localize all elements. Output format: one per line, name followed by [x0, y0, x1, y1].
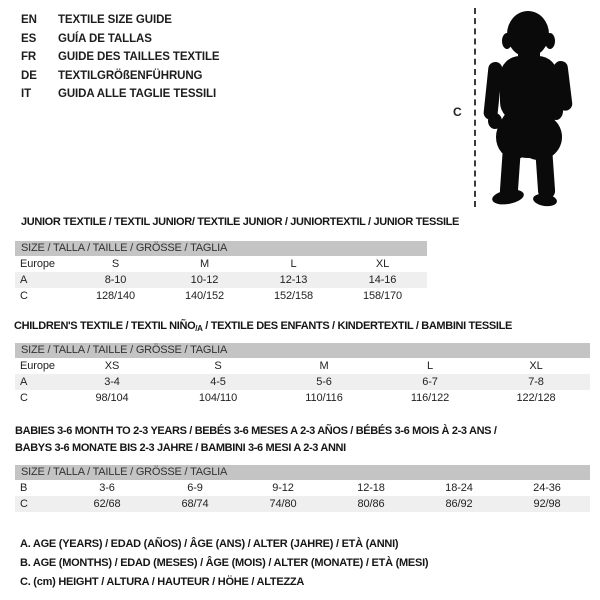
- lang-label-es: GUÍA DE TALLAS: [58, 32, 152, 45]
- children-title-pre: CHILDREN'S TEXTILE / TEXTIL NIÑO: [14, 320, 196, 332]
- cell: 122/128: [516, 392, 556, 404]
- cell: 3-6: [99, 482, 115, 494]
- children-section-title: [14, 320, 512, 333]
- row-label: A: [20, 274, 28, 286]
- cell: 68/74: [181, 498, 209, 510]
- row-label: C: [20, 498, 28, 510]
- cell: 74/80: [269, 498, 297, 510]
- cell: 9-12: [272, 482, 294, 494]
- junior-size-header: SIZE / TALLA / TAILLE / GRÖSSE / TAGLIA: [15, 241, 427, 256]
- cell: 80/86: [357, 498, 385, 510]
- table-row: [15, 272, 427, 288]
- row-label: C: [20, 392, 28, 404]
- row-label: C: [20, 290, 28, 302]
- cell: XL: [529, 360, 543, 372]
- lang-label-it: GUIDA ALLE TAGLIE TESSILI: [58, 88, 217, 101]
- cell: 12-13: [279, 274, 308, 286]
- cell: L: [290, 258, 297, 270]
- table-row: [15, 480, 590, 496]
- cell: 12-18: [357, 482, 385, 494]
- table-row: [15, 256, 427, 272]
- cell: 10-12: [190, 274, 219, 286]
- note-height-cm: C. (cm) HEIGHT / ALTURA / HAUTEUR / HÖHE / ALTEZZA: [20, 576, 305, 588]
- children-title-sub: /A: [195, 324, 203, 333]
- cell: 116/122: [410, 392, 450, 404]
- row-label: A: [20, 376, 28, 388]
- lang-row-it: [21, 85, 220, 104]
- cell: 152/158: [273, 290, 314, 302]
- lang-row-fr: [21, 48, 220, 67]
- lang-code-fr: FR: [21, 51, 37, 64]
- cell: M: [199, 258, 210, 270]
- language-legend: [21, 11, 220, 104]
- lang-code-de: DE: [21, 69, 37, 82]
- cell: 128/140: [95, 290, 136, 302]
- junior-size-table: [15, 241, 427, 304]
- cell: 86/92: [445, 498, 473, 510]
- table-row: [15, 390, 590, 406]
- cell: L: [426, 360, 434, 372]
- lang-row-es: [21, 30, 220, 49]
- table-row: [15, 374, 590, 390]
- cell: 92/98: [533, 498, 561, 510]
- cell: 6-9: [187, 482, 203, 494]
- row-label: Europe: [20, 258, 55, 270]
- height-dashed-line: [474, 8, 476, 207]
- cell: 6-7: [422, 376, 438, 388]
- height-marker-label: C: [453, 105, 462, 119]
- cell: 5-6: [316, 376, 332, 388]
- babies-section-title-line1: BABIES 3-6 MONTH TO 2-3 YEARS / BEBÉS 3-6 MESES A 2-3 AÑOS / BÉBÉS 3-6 MOIS À 2-3 ANS /: [15, 425, 497, 437]
- cell: 62/68: [93, 498, 121, 510]
- lang-label-en: TEXTILE SIZE GUIDE: [58, 14, 172, 26]
- cell: 98/104: [95, 392, 129, 404]
- cell: M: [319, 360, 329, 372]
- note-age-years: A. AGE (YEARS) / EDAD (AÑOS) / ÂGE (ANS) / ALTER (JAHRE) / ETÀ (ANNI): [20, 538, 399, 550]
- lang-row-de: [21, 67, 220, 86]
- toddler-silhouette-icon: [482, 5, 574, 207]
- children-size-table: [15, 343, 590, 406]
- lang-code-en: EN: [21, 14, 37, 26]
- junior-section-title: JUNIOR TEXTILE / TEXTIL JUNIOR/ TEXTILE JUNIOR / JUNIORTEXTIL / JUNIOR TESSILE: [21, 216, 460, 228]
- lang-label-de: TEXTILGRÖßENFÜHRUNG: [58, 69, 203, 82]
- lang-code-it: IT: [21, 88, 32, 101]
- children-title-post: / TEXTILE DES ENFANTS / KINDERTEXTIL / BAMBINI TESSILE: [202, 320, 512, 332]
- babies-section-title-line2: BABYS 3-6 MONATE BIS 2-3 JAHRE / BAMBINI 3-6 MESI A 2-3 ANNI: [15, 442, 346, 454]
- cell: S: [111, 258, 120, 270]
- cell: 24-36: [533, 482, 561, 494]
- cell: 110/116: [305, 392, 343, 404]
- table-row: [15, 288, 427, 304]
- cell: 18-24: [445, 482, 473, 494]
- row-label: Europe: [20, 360, 55, 372]
- cell: 14-16: [368, 274, 397, 286]
- cell: 140/152: [184, 290, 225, 302]
- cell: 4-5: [210, 376, 226, 388]
- note-age-months: B. AGE (MONTHS) / EDAD (MESES) / ÂGE (MOIS) / ALTER (MONATE) / ETÀ (MESI): [20, 557, 429, 569]
- cell: S: [214, 360, 222, 372]
- cell: XS: [104, 360, 120, 372]
- babies-size-table: [15, 465, 590, 512]
- cell: 7-8: [528, 376, 544, 388]
- babies-size-header: SIZE / TALLA / TAILLE / GRÖSSE / TAGLIA: [15, 465, 590, 480]
- legend-notes: [20, 535, 428, 592]
- cell: 8-10: [104, 274, 127, 286]
- lang-row-en: [21, 11, 220, 30]
- table-row: [15, 358, 590, 374]
- cell: XL: [375, 258, 390, 270]
- children-size-header: SIZE / TALLA / TAILLE / GRÖSSE / TAGLIA: [15, 343, 590, 358]
- table-row: [15, 496, 590, 512]
- cell: 158/170: [362, 290, 403, 302]
- lang-code-es: ES: [21, 32, 37, 45]
- lang-label-fr: GUIDE DES TAILLES TEXTILE: [58, 51, 220, 64]
- cell: 3-4: [104, 376, 120, 388]
- cell: 104/110: [198, 392, 238, 404]
- row-label: B: [20, 482, 28, 494]
